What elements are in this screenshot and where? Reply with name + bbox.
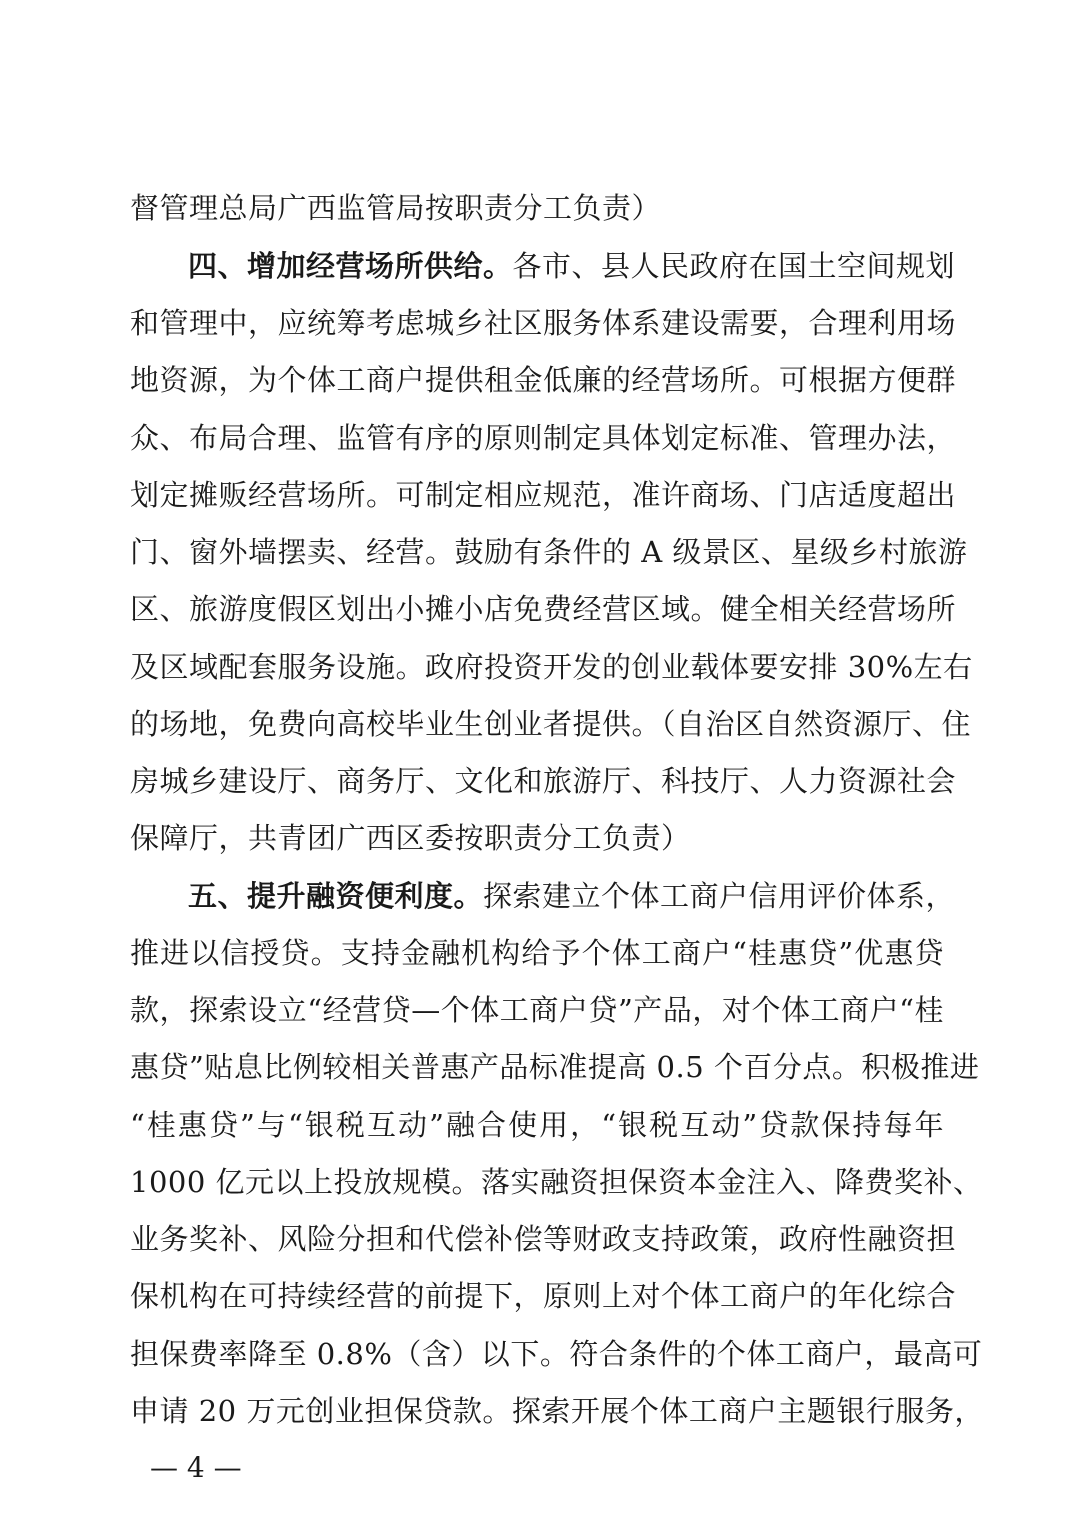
section-five-heading-line: 五、提升融资便利度。探索建立个体工商户信用评价体系，	[188, 879, 956, 913]
text-line: 督管理总局广西监管局按职责分工负责）	[130, 191, 662, 225]
text-line: 划定摊贩经营场所。可制定相应规范，准许商场、门店适度超出	[130, 478, 957, 512]
text-line: 款，探索设立“经营贷—个体工商户贷”产品，对个体工商户“桂	[130, 993, 944, 1027]
text-line: 及区域配套服务设施。政府投资开发的创业载体要安排 30%左右	[130, 650, 973, 684]
text-line: 业务奖补、风险分担和代偿补偿等财政支持政策，政府性融资担	[130, 1222, 957, 1256]
text-line: 惠贷”贴息比例较相关普惠产品标准提高 0.5 个百分点。积极推进	[130, 1050, 980, 1084]
text-line: 保机构在可持续经营的前提下，原则上对个体工商户的年化综合	[130, 1279, 957, 1313]
text-line: 的场地，免费向高校毕业生创业者提供。（自治区自然资源厅、住	[130, 707, 972, 741]
text-line: 地资源，为个体工商户提供租金低廉的经营场所。可根据方便群	[130, 363, 957, 397]
text-line: 房城乡建设厅、商务厅、文化和旅游厅、科技厅、人力资源社会	[130, 764, 957, 798]
text-line: 担保费率降至 0.8%（含）以下。符合条件的个体工商户，最高可	[130, 1337, 983, 1371]
text-line: “桂惠贷”与“银税互动”融合使用，“银税互动”贷款保持每年	[130, 1108, 944, 1142]
text-line: 和管理中，应统筹考虑城乡社区服务体系建设需要，合理利用场	[130, 306, 957, 340]
text-line: 门、窗外墙摆卖、经营。鼓励有条件的 A 级景区、星级乡村旅游	[130, 535, 968, 569]
page-number: — 4 —	[150, 1451, 242, 1484]
text-line: 申请 20 万元创业担保贷款。探索开展个体工商户主题银行服务，	[130, 1394, 984, 1428]
section-heading: 四、增加经营场所供给。	[188, 249, 513, 283]
text-line: 保障厅，共青团广西区委按职责分工负责）	[130, 821, 691, 855]
text-line: 推进以信授贷。支持金融机构给予个体工商户“桂惠贷”优惠贷	[130, 936, 944, 970]
text-line: 区、旅游度假区划出小摊小店免费经营区域。健全相关经营场所	[130, 592, 957, 626]
text-line: 1000 亿元以上投放规模。落实融资担保资本金注入、降费奖补、	[130, 1165, 983, 1199]
text-line: 众、布局合理、监管有序的原则制定具体划定标准、管理办法，	[130, 421, 957, 455]
section-heading: 五、提升融资便利度。	[188, 879, 484, 913]
section-four-heading-line: 四、增加经营场所供给。各市、县人民政府在国土空间规划	[188, 249, 956, 283]
